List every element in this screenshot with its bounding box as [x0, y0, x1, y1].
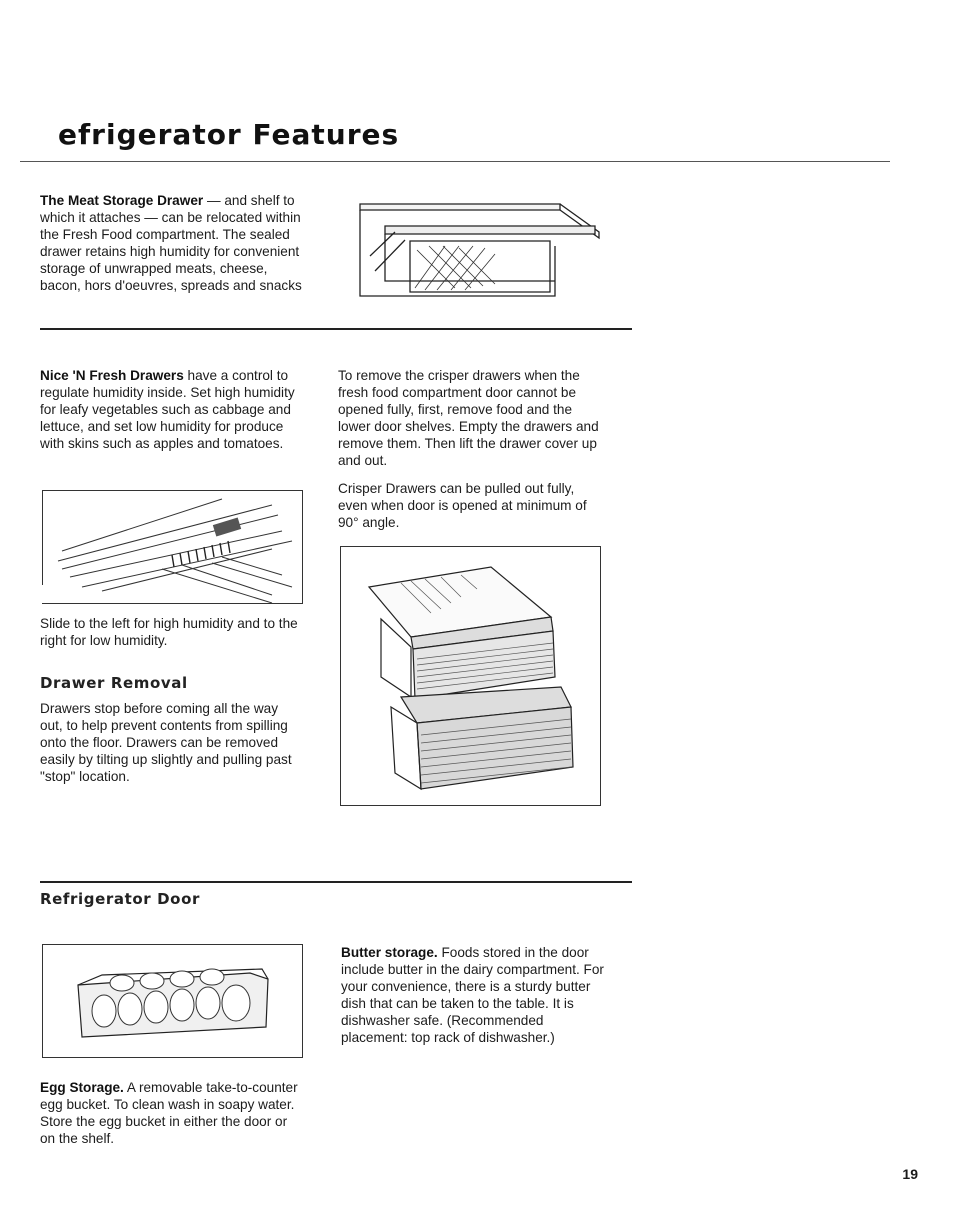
crisper-pull-text: Crisper Drawers can be pulled out fully, even when door is opened at minimum of 90° angle. — [338, 481, 587, 530]
butter-storage-section — [341, 944, 607, 1046]
title-divider — [20, 161, 890, 162]
meat-drawer-heading: The Meat Storage Drawer — [40, 193, 204, 208]
egg-storage-section — [40, 1079, 302, 1147]
drawer-removal-text: Drawers stop before coming all the way out, to help prevent contents from spilling onto the floor. Drawers can be removed easily by tilting up slightly and pulling past "stop" location. — [40, 701, 292, 784]
nice-n-fresh-text: have a control to regulate humidity inside. Set high humidity for leafy vegetables such as cabbage and lettuce, and set low humidity for produce with skins such as apples and tomatoes. — [40, 368, 295, 451]
section-divider-2 — [40, 881, 632, 883]
page-number: 19 — [902, 1166, 918, 1182]
butter-storage-text: Foods stored in the door include butter in the dairy compartment. For your convenience, there is a sturdy butter dish that can be taken to the table. It is dishwasher safe. (Recommended placement: top rack of dishwasher.) — [341, 945, 604, 1045]
butter-storage-heading: Butter storage. — [341, 945, 438, 960]
refrigerator-door-heading: Refrigerator Door — [40, 890, 200, 908]
meat-drawer-text: — and shelf to which it attaches — can be relocated within the Fresh Food compartment. The sealed drawer retains high humidity for convenient storage of unwrapped meats, cheese, bacon, hors d'oeuvres, spreads and snacks — [40, 193, 302, 293]
meat-drawer-section — [40, 192, 310, 294]
page-title: efrigerator Features — [58, 118, 400, 151]
nice-n-fresh-heading: Nice 'N Fresh Drawers — [40, 368, 184, 383]
egg-bucket-illustration — [42, 944, 303, 1058]
crisper-drawers-illustration — [340, 546, 601, 806]
egg-storage-text: A removable take-to-counter egg bucket. To clean wash in soapy water. Store the egg bucket in either the door or on the shelf. — [40, 1080, 298, 1146]
crisper-remove-text: To remove the crisper drawers when the fresh food compartment door cannot be opened fully, first, remove food and the lower door shelves. Empty the drawers and remove them. Then lift the drawer cover up and out. — [338, 368, 599, 468]
drawer-removal-heading: Drawer Removal — [40, 674, 188, 692]
egg-storage-heading: Egg Storage. — [40, 1080, 124, 1095]
humidity-control-illustration — [42, 490, 303, 604]
slide-caption: Slide to the left for high humidity and to the right for low humidity. — [40, 616, 298, 648]
nice-n-fresh-section — [40, 367, 302, 452]
meat-drawer-illustration — [355, 196, 605, 304]
section-divider-1 — [40, 328, 632, 330]
